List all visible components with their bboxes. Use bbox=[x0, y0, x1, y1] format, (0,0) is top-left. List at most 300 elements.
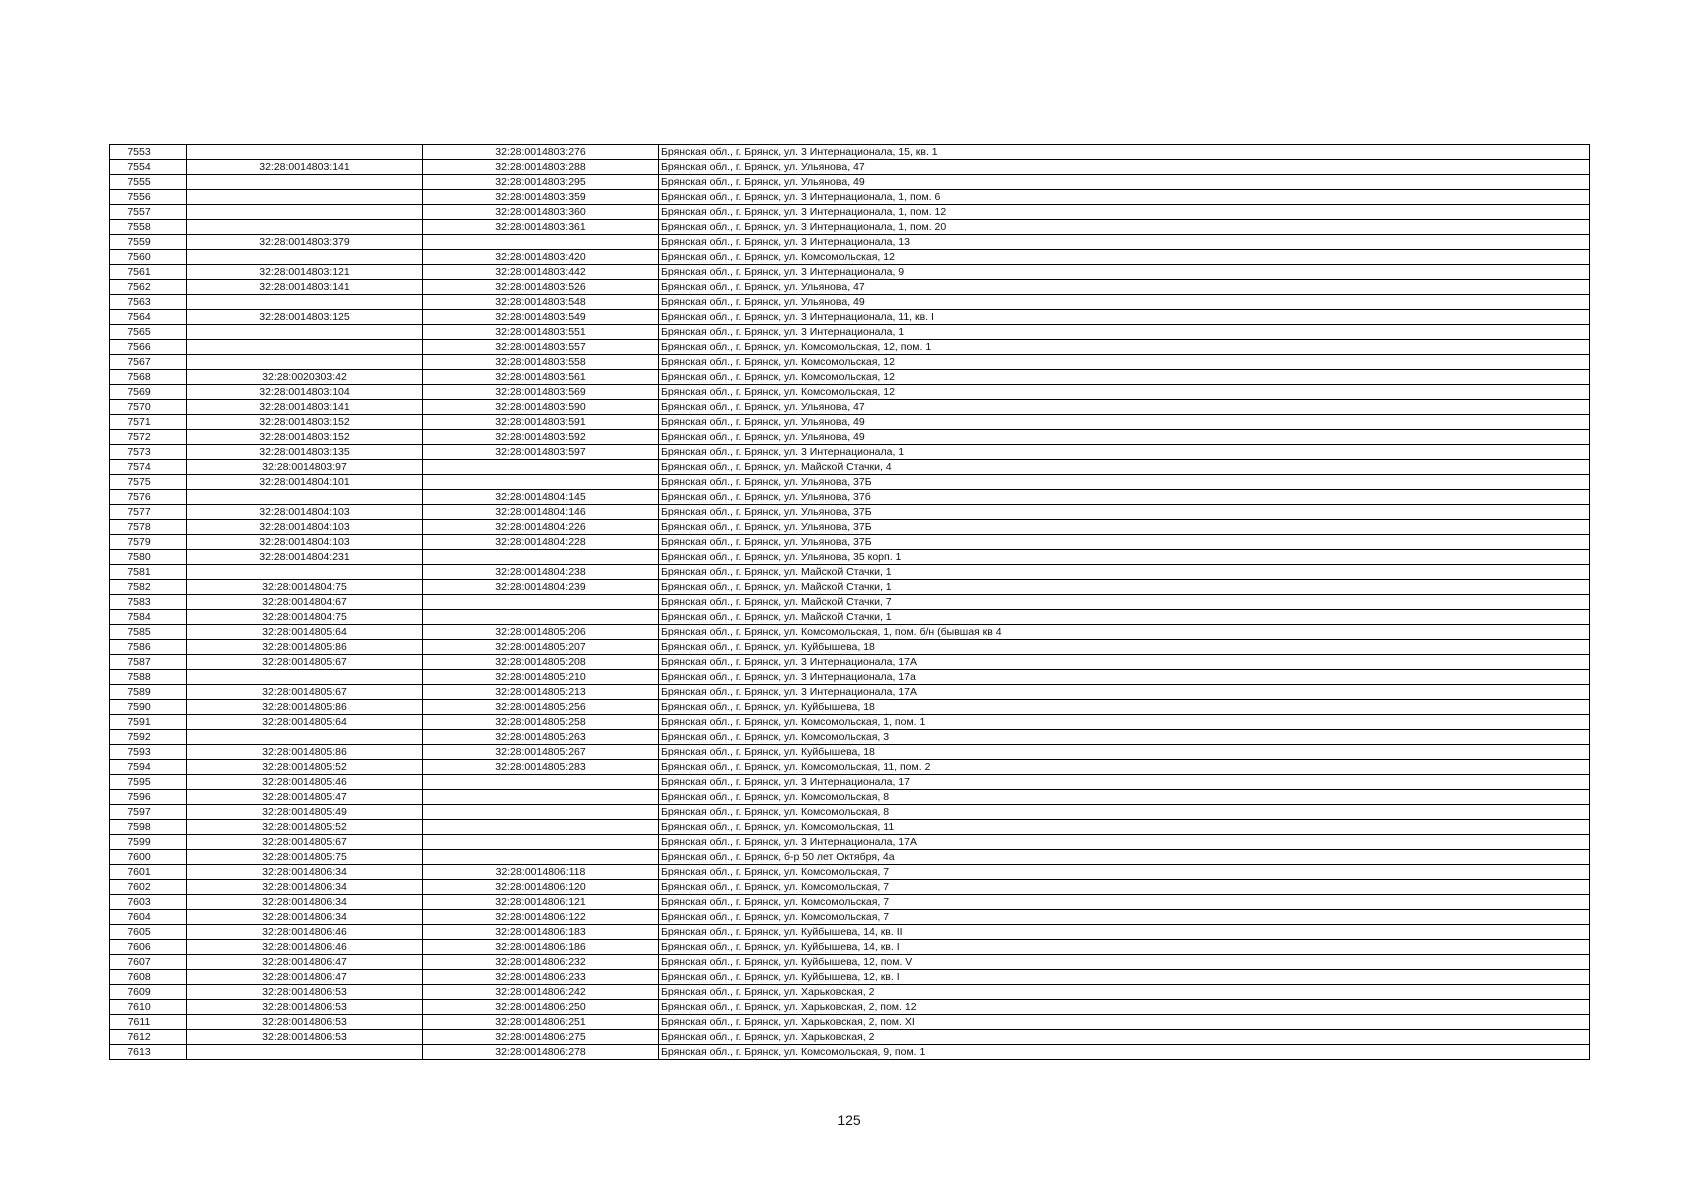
table-row bbox=[110, 925, 1590, 940]
building-cadastral-number-cell: 32:28:0014806:250 bbox=[423, 1000, 659, 1015]
building-cadastral-number-cell: 32:28:0014806:242 bbox=[423, 985, 659, 1000]
address-cell: Брянская обл., г. Брянск, ул. Харьковская, 2, пом. 12 bbox=[659, 1000, 1590, 1015]
building-cadastral-number-cell: 32:28:0014803:361 bbox=[423, 220, 659, 235]
table-row bbox=[110, 685, 1590, 700]
table-row bbox=[110, 295, 1590, 310]
row-number-cell: 7562 bbox=[110, 280, 187, 295]
row-number-cell: 7580 bbox=[110, 550, 187, 565]
address-cell: Брянская обл., г. Брянск, ул. 3 Интернационала, 1 bbox=[659, 325, 1590, 340]
land-cadastral-number-cell: 32:28:0014804:67 bbox=[187, 595, 423, 610]
row-number-cell: 7571 bbox=[110, 415, 187, 430]
building-cadastral-number-cell: 32:28:0014806:120 bbox=[423, 880, 659, 895]
table-row bbox=[110, 580, 1590, 595]
address-cell: Брянская обл., г. Брянск, ул. Комсомольская, 7 bbox=[659, 895, 1590, 910]
land-cadastral-number-cell: 32:28:0014805:49 bbox=[187, 805, 423, 820]
building-cadastral-number-cell: 32:28:0014805:208 bbox=[423, 655, 659, 670]
land-cadastral-number-cell bbox=[187, 565, 423, 580]
building-cadastral-number-cell: 32:28:0014806:251 bbox=[423, 1015, 659, 1030]
table-row bbox=[110, 1045, 1590, 1060]
land-cadastral-number-cell bbox=[187, 220, 423, 235]
address-cell: Брянская обл., г. Брянск, ул. Ульянова, 49 bbox=[659, 415, 1590, 430]
table-row bbox=[110, 940, 1590, 955]
land-cadastral-number-cell bbox=[187, 295, 423, 310]
land-cadastral-number-cell: 32:28:0014805:86 bbox=[187, 745, 423, 760]
row-number-cell: 7572 bbox=[110, 430, 187, 445]
land-cadastral-number-cell: 32:28:0014806:53 bbox=[187, 1030, 423, 1045]
row-number-cell: 7598 bbox=[110, 820, 187, 835]
building-cadastral-number-cell: 32:28:0014805:267 bbox=[423, 745, 659, 760]
row-number-cell: 7553 bbox=[110, 145, 187, 160]
address-cell: Брянская обл., г. Брянск, ул. Комсомольская, 12 bbox=[659, 385, 1590, 400]
land-cadastral-number-cell: 32:28:0014803:379 bbox=[187, 235, 423, 250]
address-cell: Брянская обл., г. Брянск, ул. Комсомольская, 8 bbox=[659, 805, 1590, 820]
table-row bbox=[110, 625, 1590, 640]
land-cadastral-number-cell: 32:28:0014803:121 bbox=[187, 265, 423, 280]
building-cadastral-number-cell bbox=[423, 610, 659, 625]
table-row bbox=[110, 370, 1590, 385]
row-number-cell: 7606 bbox=[110, 940, 187, 955]
building-cadastral-number-cell bbox=[423, 550, 659, 565]
address-cell: Брянская обл., г. Брянск, ул. Куйбышева, 18 bbox=[659, 700, 1590, 715]
land-cadastral-number-cell bbox=[187, 145, 423, 160]
table-row bbox=[110, 805, 1590, 820]
address-cell: Брянская обл., г. Брянск, ул. Ульянова, 37б bbox=[659, 490, 1590, 505]
table-row bbox=[110, 790, 1590, 805]
row-number-cell: 7607 bbox=[110, 955, 187, 970]
building-cadastral-number-cell: 32:28:0014803:359 bbox=[423, 190, 659, 205]
building-cadastral-number-cell: 32:28:0014806:232 bbox=[423, 955, 659, 970]
address-cell: Брянская обл., г. Брянск, ул. 3 Интернационала, 17 bbox=[659, 775, 1590, 790]
land-cadastral-number-cell bbox=[187, 490, 423, 505]
land-cadastral-number-cell: 32:28:0014806:53 bbox=[187, 1000, 423, 1015]
row-number-cell: 7554 bbox=[110, 160, 187, 175]
table-row bbox=[110, 835, 1590, 850]
building-cadastral-number-cell bbox=[423, 790, 659, 805]
row-number-cell: 7593 bbox=[110, 745, 187, 760]
row-number-cell: 7578 bbox=[110, 520, 187, 535]
row-number-cell: 7564 bbox=[110, 310, 187, 325]
row-number-cell: 7582 bbox=[110, 580, 187, 595]
land-cadastral-number-cell: 32:28:0014803:141 bbox=[187, 280, 423, 295]
table-row bbox=[110, 610, 1590, 625]
land-cadastral-number-cell: 32:28:0014804:75 bbox=[187, 610, 423, 625]
building-cadastral-number-cell: 32:28:0014803:526 bbox=[423, 280, 659, 295]
address-cell: Брянская обл., г. Брянск, ул. Харьковская, 2 bbox=[659, 985, 1590, 1000]
row-number-cell: 7596 bbox=[110, 790, 187, 805]
address-cell: Брянская обл., г. Брянск, ул. Комсомольская, 3 bbox=[659, 730, 1590, 745]
land-cadastral-number-cell: 32:28:0014805:67 bbox=[187, 685, 423, 700]
table-row bbox=[110, 190, 1590, 205]
row-number-cell: 7592 bbox=[110, 730, 187, 745]
table-row bbox=[110, 490, 1590, 505]
address-cell: Брянская обл., г. Брянск, ул. Ульянова, 49 bbox=[659, 175, 1590, 190]
land-cadastral-number-cell: 32:28:0014806:53 bbox=[187, 985, 423, 1000]
table-row bbox=[110, 955, 1590, 970]
row-number-cell: 7584 bbox=[110, 610, 187, 625]
row-number-cell: 7613 bbox=[110, 1045, 187, 1060]
table-row bbox=[110, 280, 1590, 295]
address-cell: Брянская обл., г. Брянск, ул. Майской Стачки, 1 bbox=[659, 580, 1590, 595]
address-cell: Брянская обл., г. Брянск, ул. Комсомольская, 7 bbox=[659, 910, 1590, 925]
land-cadastral-number-cell bbox=[187, 340, 423, 355]
address-cell: Брянская обл., г. Брянск, ул. Ульянова, 47 bbox=[659, 280, 1590, 295]
row-number-cell: 7586 bbox=[110, 640, 187, 655]
land-cadastral-number-cell: 32:28:0014803:135 bbox=[187, 445, 423, 460]
row-number-cell: 7556 bbox=[110, 190, 187, 205]
land-cadastral-number-cell: 32:28:0014805:52 bbox=[187, 820, 423, 835]
table-row bbox=[110, 865, 1590, 880]
row-number-cell: 7583 bbox=[110, 595, 187, 610]
land-cadastral-number-cell: 32:28:0014806:46 bbox=[187, 925, 423, 940]
land-cadastral-number-cell: 32:28:0014806:34 bbox=[187, 910, 423, 925]
building-cadastral-number-cell bbox=[423, 850, 659, 865]
land-cadastral-number-cell: 32:28:0014804:103 bbox=[187, 520, 423, 535]
building-cadastral-number-cell: 32:28:0014805:207 bbox=[423, 640, 659, 655]
land-cadastral-number-cell: 32:28:0014805:64 bbox=[187, 715, 423, 730]
row-number-cell: 7565 bbox=[110, 325, 187, 340]
building-cadastral-number-cell bbox=[423, 835, 659, 850]
table-row bbox=[110, 655, 1590, 670]
table-row bbox=[110, 670, 1590, 685]
building-cadastral-number-cell: 32:28:0014803:569 bbox=[423, 385, 659, 400]
table-row bbox=[110, 1015, 1590, 1030]
land-cadastral-number-cell bbox=[187, 205, 423, 220]
land-cadastral-number-cell: 32:28:0014803:141 bbox=[187, 400, 423, 415]
row-number-cell: 7559 bbox=[110, 235, 187, 250]
row-number-cell: 7569 bbox=[110, 385, 187, 400]
building-cadastral-number-cell: 32:28:0014806:233 bbox=[423, 970, 659, 985]
row-number-cell: 7585 bbox=[110, 625, 187, 640]
building-cadastral-number-cell: 32:28:0014803:597 bbox=[423, 445, 659, 460]
building-cadastral-number-cell: 32:28:0014805:263 bbox=[423, 730, 659, 745]
address-cell: Брянская обл., г. Брянск, ул. 3 Интернационала, 11, кв. I bbox=[659, 310, 1590, 325]
address-cell: Брянская обл., г. Брянск, ул. Куйбышева, 18 bbox=[659, 640, 1590, 655]
land-cadastral-number-cell: 32:28:0014803:125 bbox=[187, 310, 423, 325]
row-number-cell: 7570 bbox=[110, 400, 187, 415]
building-cadastral-number-cell bbox=[423, 595, 659, 610]
address-cell: Брянская обл., г. Брянск, ул. Комсомольская, 8 bbox=[659, 790, 1590, 805]
address-cell: Брянская обл., г. Брянск, ул. Майской Стачки, 1 bbox=[659, 565, 1590, 580]
row-number-cell: 7609 bbox=[110, 985, 187, 1000]
building-cadastral-number-cell: 32:28:0014804:238 bbox=[423, 565, 659, 580]
address-cell: Брянская обл., г. Брянск, ул. 3 Интернационала, 17А bbox=[659, 685, 1590, 700]
row-number-cell: 7608 bbox=[110, 970, 187, 985]
table-row bbox=[110, 160, 1590, 175]
building-cadastral-number-cell: 32:28:0014806:121 bbox=[423, 895, 659, 910]
address-cell: Брянская обл., г. Брянск, ул. Куйбышева, 14, кв. II bbox=[659, 925, 1590, 940]
land-cadastral-number-cell: 32:28:0014805:47 bbox=[187, 790, 423, 805]
row-number-cell: 7594 bbox=[110, 760, 187, 775]
row-number-cell: 7577 bbox=[110, 505, 187, 520]
address-cell: Брянская обл., г. Брянск, ул. Куйбышева, 12, пом. V bbox=[659, 955, 1590, 970]
row-number-cell: 7612 bbox=[110, 1030, 187, 1045]
table-row bbox=[110, 820, 1590, 835]
building-cadastral-number-cell bbox=[423, 805, 659, 820]
row-number-cell: 7568 bbox=[110, 370, 187, 385]
address-cell: Брянская обл., г. Брянск, ул. Комсомольская, 7 bbox=[659, 865, 1590, 880]
address-cell: Брянская обл., г. Брянск, ул. Комсомольская, 9, пом. 1 bbox=[659, 1045, 1590, 1060]
address-cell: Брянская обл., г. Брянск, ул. Комсомольская, 12, пом. 1 bbox=[659, 340, 1590, 355]
land-cadastral-number-cell: 32:28:0014804:103 bbox=[187, 535, 423, 550]
address-cell: Брянская обл., г. Брянск, ул. Куйбышева, 12, кв. I bbox=[659, 970, 1590, 985]
land-cadastral-number-cell: 32:28:0014806:47 bbox=[187, 955, 423, 970]
building-cadastral-number-cell: 32:28:0014804:226 bbox=[423, 520, 659, 535]
table-row bbox=[110, 340, 1590, 355]
row-number-cell: 7603 bbox=[110, 895, 187, 910]
building-cadastral-number-cell: 32:28:0014803:591 bbox=[423, 415, 659, 430]
land-cadastral-number-cell bbox=[187, 190, 423, 205]
land-cadastral-number-cell: 32:28:0014803:97 bbox=[187, 460, 423, 475]
address-cell: Брянская обл., г. Брянск, ул. Комсомольская, 1, пом. 1 bbox=[659, 715, 1590, 730]
land-cadastral-number-cell bbox=[187, 1045, 423, 1060]
row-number-cell: 7573 bbox=[110, 445, 187, 460]
land-cadastral-number-cell: 32:28:0014805:46 bbox=[187, 775, 423, 790]
row-number-cell: 7557 bbox=[110, 205, 187, 220]
land-cadastral-number-cell: 32:28:0014806:53 bbox=[187, 1015, 423, 1030]
building-cadastral-number-cell: 32:28:0014804:145 bbox=[423, 490, 659, 505]
address-cell: Брянская обл., г. Брянск, ул. Комсомольская, 12 bbox=[659, 370, 1590, 385]
building-cadastral-number-cell: 32:28:0014806:122 bbox=[423, 910, 659, 925]
address-cell: Брянская обл., г. Брянск, ул. Ульянова, 37Б bbox=[659, 535, 1590, 550]
table-row bbox=[110, 970, 1590, 985]
row-number-cell: 7561 bbox=[110, 265, 187, 280]
table-row bbox=[110, 640, 1590, 655]
row-number-cell: 7611 bbox=[110, 1015, 187, 1030]
address-cell: Брянская обл., г. Брянск, ул. Комсомольская, 11 bbox=[659, 820, 1590, 835]
building-cadastral-number-cell: 32:28:0014803:592 bbox=[423, 430, 659, 445]
table-row bbox=[110, 265, 1590, 280]
land-cadastral-number-cell: 32:28:0014805:86 bbox=[187, 700, 423, 715]
address-cell: Брянская обл., г. Брянск, ул. 3 Интернационала, 13 bbox=[659, 235, 1590, 250]
building-cadastral-number-cell: 32:28:0014803:360 bbox=[423, 205, 659, 220]
building-cadastral-number-cell: 32:28:0014805:206 bbox=[423, 625, 659, 640]
table-row bbox=[110, 535, 1590, 550]
address-cell: Брянская обл., г. Брянск, ул. Майской Стачки, 7 bbox=[659, 595, 1590, 610]
row-number-cell: 7588 bbox=[110, 670, 187, 685]
row-number-cell: 7604 bbox=[110, 910, 187, 925]
row-number-cell: 7575 bbox=[110, 475, 187, 490]
table-row bbox=[110, 700, 1590, 715]
land-cadastral-number-cell: 32:28:0014803:141 bbox=[187, 160, 423, 175]
row-number-cell: 7576 bbox=[110, 490, 187, 505]
table-row bbox=[110, 595, 1590, 610]
table-row bbox=[110, 145, 1590, 160]
address-cell: Брянская обл., г. Брянск, ул. Комсомольская, 12 bbox=[659, 250, 1590, 265]
row-number-cell: 7595 bbox=[110, 775, 187, 790]
table-row bbox=[110, 520, 1590, 535]
building-cadastral-number-cell: 32:28:0014804:239 bbox=[423, 580, 659, 595]
table-row bbox=[110, 235, 1590, 250]
building-cadastral-number-cell: 32:28:0014803:558 bbox=[423, 355, 659, 370]
property-register-table bbox=[109, 144, 1590, 1060]
land-cadastral-number-cell: 32:28:0020303:42 bbox=[187, 370, 423, 385]
address-cell: Брянская обл., г. Брянск, ул. Комсомольская, 1, пом. б/н (бывшая кв 4 bbox=[659, 625, 1590, 640]
building-cadastral-number-cell: 32:28:0014803:557 bbox=[423, 340, 659, 355]
table-row bbox=[110, 205, 1590, 220]
land-cadastral-number-cell: 32:28:0014806:47 bbox=[187, 970, 423, 985]
building-cadastral-number-cell: 32:28:0014803:295 bbox=[423, 175, 659, 190]
land-cadastral-number-cell bbox=[187, 730, 423, 745]
building-cadastral-number-cell: 32:28:0014803:549 bbox=[423, 310, 659, 325]
table-row bbox=[110, 985, 1590, 1000]
row-number-cell: 7560 bbox=[110, 250, 187, 265]
building-cadastral-number-cell bbox=[423, 235, 659, 250]
address-cell: Брянская обл., г. Брянск, ул. 3 Интернационала, 15, кв. 1 bbox=[659, 145, 1590, 160]
address-cell: Брянская обл., г. Брянск, ул. Ульянова, 37Б bbox=[659, 505, 1590, 520]
row-number-cell: 7605 bbox=[110, 925, 187, 940]
building-cadastral-number-cell bbox=[423, 460, 659, 475]
land-cadastral-number-cell: 32:28:0014805:52 bbox=[187, 760, 423, 775]
table-row bbox=[110, 220, 1590, 235]
table-row bbox=[110, 1000, 1590, 1015]
row-number-cell: 7601 bbox=[110, 865, 187, 880]
address-cell: Брянская обл., г. Брянск, ул. Куйбышева, 18 bbox=[659, 745, 1590, 760]
address-cell: Брянская обл., г. Брянск, ул. Комсомольская, 7 bbox=[659, 880, 1590, 895]
table-row bbox=[110, 760, 1590, 775]
building-cadastral-number-cell: 32:28:0014803:561 bbox=[423, 370, 659, 385]
building-cadastral-number-cell: 32:28:0014803:420 bbox=[423, 250, 659, 265]
row-number-cell: 7610 bbox=[110, 1000, 187, 1015]
row-number-cell: 7558 bbox=[110, 220, 187, 235]
land-cadastral-number-cell: 32:28:0014806:34 bbox=[187, 865, 423, 880]
address-cell: Брянская обл., г. Брянск, ул. Майской Стачки, 4 bbox=[659, 460, 1590, 475]
land-cadastral-number-cell bbox=[187, 175, 423, 190]
building-cadastral-number-cell: 32:28:0014805:210 bbox=[423, 670, 659, 685]
row-number-cell: 7589 bbox=[110, 685, 187, 700]
table-row bbox=[110, 880, 1590, 895]
row-number-cell: 7574 bbox=[110, 460, 187, 475]
table-row bbox=[110, 325, 1590, 340]
land-cadastral-number-cell bbox=[187, 670, 423, 685]
row-number-cell: 7566 bbox=[110, 340, 187, 355]
building-cadastral-number-cell: 32:28:0014806:275 bbox=[423, 1030, 659, 1045]
table-row bbox=[110, 910, 1590, 925]
land-cadastral-number-cell: 32:28:0014805:64 bbox=[187, 625, 423, 640]
page-number: 125 bbox=[837, 1112, 861, 1128]
table-row bbox=[110, 460, 1590, 475]
address-cell: Брянская обл., г. Брянск, ул. 3 Интернационала, 1 bbox=[659, 445, 1590, 460]
land-cadastral-number-cell: 32:28:0014805:67 bbox=[187, 655, 423, 670]
land-cadastral-number-cell: 32:28:0014805:75 bbox=[187, 850, 423, 865]
table-row bbox=[110, 565, 1590, 580]
table-row bbox=[110, 310, 1590, 325]
address-cell: Брянская обл., г. Брянск, ул. 3 Интернационала, 1, пом. 20 bbox=[659, 220, 1590, 235]
land-cadastral-number-cell: 32:28:0014806:34 bbox=[187, 895, 423, 910]
building-cadastral-number-cell: 32:28:0014805:283 bbox=[423, 760, 659, 775]
address-cell: Брянская обл., г. Брянск, ул. Ульянова, 47 bbox=[659, 400, 1590, 415]
building-cadastral-number-cell: 32:28:0014806:183 bbox=[423, 925, 659, 940]
table-row bbox=[110, 400, 1590, 415]
address-cell: Брянская обл., г. Брянск, ул. Майской Стачки, 1 bbox=[659, 610, 1590, 625]
table-row bbox=[110, 430, 1590, 445]
land-cadastral-number-cell: 32:28:0014803:152 bbox=[187, 415, 423, 430]
building-cadastral-number-cell: 32:28:0014806:278 bbox=[423, 1045, 659, 1060]
land-cadastral-number-cell bbox=[187, 355, 423, 370]
row-number-cell: 7590 bbox=[110, 700, 187, 715]
row-number-cell: 7567 bbox=[110, 355, 187, 370]
row-number-cell: 7597 bbox=[110, 805, 187, 820]
table-row bbox=[110, 355, 1590, 370]
building-cadastral-number-cell: 32:28:0014804:228 bbox=[423, 535, 659, 550]
address-cell: Брянская обл., г. Брянск, ул. Куйбышева, 14, кв. I bbox=[659, 940, 1590, 955]
land-cadastral-number-cell: 32:28:0014806:34 bbox=[187, 880, 423, 895]
building-cadastral-number-cell bbox=[423, 775, 659, 790]
building-cadastral-number-cell: 32:28:0014804:146 bbox=[423, 505, 659, 520]
table-row bbox=[110, 505, 1590, 520]
address-cell: Брянская обл., г. Брянск, ул. 3 Интернационала, 1, пом. 6 bbox=[659, 190, 1590, 205]
building-cadastral-number-cell: 32:28:0014803:276 bbox=[423, 145, 659, 160]
address-cell: Брянская обл., г. Брянск, ул. Харьковская, 2 bbox=[659, 1030, 1590, 1045]
building-cadastral-number-cell bbox=[423, 475, 659, 490]
land-cadastral-number-cell: 32:28:0014803:104 bbox=[187, 385, 423, 400]
building-cadastral-number-cell: 32:28:0014805:258 bbox=[423, 715, 659, 730]
row-number-cell: 7581 bbox=[110, 565, 187, 580]
row-number-cell: 7555 bbox=[110, 175, 187, 190]
table-row bbox=[110, 730, 1590, 745]
row-number-cell: 7579 bbox=[110, 535, 187, 550]
building-cadastral-number-cell bbox=[423, 820, 659, 835]
building-cadastral-number-cell: 32:28:0014806:186 bbox=[423, 940, 659, 955]
address-cell: Брянская обл., г. Брянск, ул. 3 Интернационала, 9 bbox=[659, 265, 1590, 280]
land-cadastral-number-cell: 32:28:0014803:152 bbox=[187, 430, 423, 445]
table-row bbox=[110, 1030, 1590, 1045]
building-cadastral-number-cell: 32:28:0014805:213 bbox=[423, 685, 659, 700]
land-cadastral-number-cell: 32:28:0014806:46 bbox=[187, 940, 423, 955]
address-cell: Брянская обл., г. Брянск, ул. 3 Интернационала, 1, пом. 12 bbox=[659, 205, 1590, 220]
table-row bbox=[110, 415, 1590, 430]
row-number-cell: 7599 bbox=[110, 835, 187, 850]
table-row bbox=[110, 895, 1590, 910]
row-number-cell: 7587 bbox=[110, 655, 187, 670]
address-cell: Брянская обл., г. Брянск, ул. Комсомольская, 12 bbox=[659, 355, 1590, 370]
building-cadastral-number-cell: 32:28:0014806:118 bbox=[423, 865, 659, 880]
land-cadastral-number-cell bbox=[187, 250, 423, 265]
land-cadastral-number-cell: 32:28:0014804:101 bbox=[187, 475, 423, 490]
address-cell: Брянская обл., г. Брянск, ул. Ульянова, 49 bbox=[659, 430, 1590, 445]
building-cadastral-number-cell: 32:28:0014803:442 bbox=[423, 265, 659, 280]
address-cell: Брянская обл., г. Брянск, ул. Ульянова, 37Б bbox=[659, 475, 1590, 490]
table-row bbox=[110, 775, 1590, 790]
land-cadastral-number-cell bbox=[187, 325, 423, 340]
land-cadastral-number-cell: 32:28:0014804:231 bbox=[187, 550, 423, 565]
address-cell: Брянская обл., г. Брянск, ул. Ульянова, 35 корп. 1 bbox=[659, 550, 1590, 565]
building-cadastral-number-cell: 32:28:0014805:256 bbox=[423, 700, 659, 715]
land-cadastral-number-cell: 32:28:0014805:86 bbox=[187, 640, 423, 655]
table-row bbox=[110, 745, 1590, 760]
table-row bbox=[110, 445, 1590, 460]
table-row bbox=[110, 550, 1590, 565]
table-body bbox=[110, 145, 1590, 1060]
table-row bbox=[110, 175, 1590, 190]
address-cell: Брянская обл., г. Брянск, ул. Комсомольская, 11, пом. 2 bbox=[659, 760, 1590, 775]
land-cadastral-number-cell: 32:28:0014804:103 bbox=[187, 505, 423, 520]
table-row bbox=[110, 385, 1590, 400]
row-number-cell: 7591 bbox=[110, 715, 187, 730]
building-cadastral-number-cell: 32:28:0014803:590 bbox=[423, 400, 659, 415]
address-cell: Брянская обл., г. Брянск, ул. Ульянова, 49 bbox=[659, 295, 1590, 310]
table-row bbox=[110, 715, 1590, 730]
address-cell: Брянская обл., г. Брянск, ул. Ульянова, 37Б bbox=[659, 520, 1590, 535]
address-cell: Брянская обл., г. Брянск, ул. 3 Интернационала, 17А bbox=[659, 835, 1590, 850]
table-row bbox=[110, 475, 1590, 490]
address-cell: Брянская обл., г. Брянск, ул. 3 Интернационала, 17А bbox=[659, 655, 1590, 670]
row-number-cell: 7602 bbox=[110, 880, 187, 895]
land-cadastral-number-cell: 32:28:0014804:75 bbox=[187, 580, 423, 595]
row-number-cell: 7563 bbox=[110, 295, 187, 310]
building-cadastral-number-cell: 32:28:0014803:551 bbox=[423, 325, 659, 340]
building-cadastral-number-cell: 32:28:0014803:288 bbox=[423, 160, 659, 175]
address-cell: Брянская обл., г. Брянск, б-р 50 лет Октября, 4а bbox=[659, 850, 1590, 865]
